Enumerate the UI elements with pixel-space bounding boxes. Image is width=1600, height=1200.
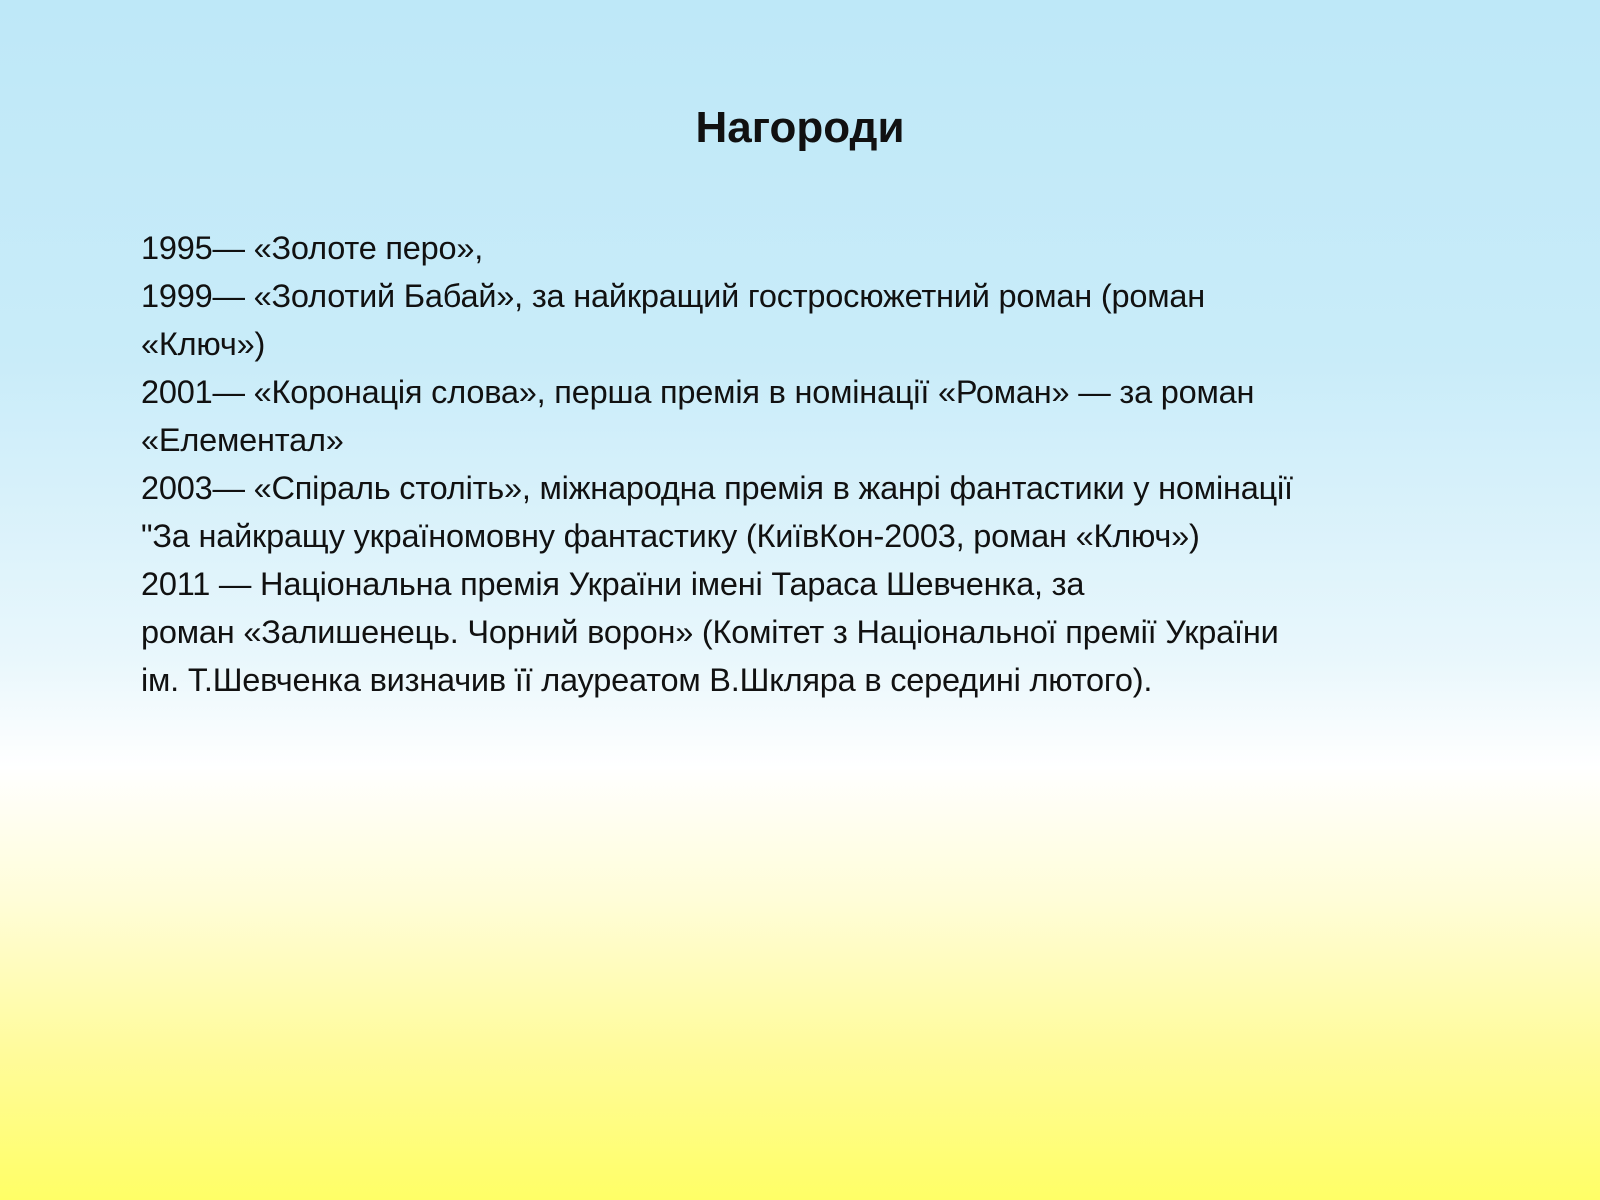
- award-line: ім. Т.Шевченка визначив її лауреатом В.Шкляра в середині лютого).: [141, 662, 1153, 698]
- award-line: 2011 — Національна премія України імені Тараса Шевченка, за: [141, 566, 1085, 602]
- award-line: 2001— «Коронація слова», перша премія в номінації «Роман» — за роман: [141, 374, 1255, 410]
- award-line: «Елементал»: [141, 422, 344, 458]
- award-line: "За найкращу україномовну фантастику (КиївКон-2003, роман «Ключ»): [141, 518, 1200, 554]
- award-line: 1999— «Золотий Бабай», за найкращий гостросюжетний роман (роман: [141, 278, 1206, 314]
- award-line: 2003— «Спіраль століть», міжнародна премія в жанрі фантастики у номінації: [141, 470, 1293, 506]
- awards-list: [141, 224, 1461, 704]
- award-line: 1995— «Золоте перо»,: [141, 230, 484, 266]
- award-line: роман «Залишенець. Чорний ворон» (Комітет з Національної премії України: [141, 614, 1279, 650]
- award-line: «Ключ»): [141, 326, 266, 362]
- slide-title: Нагороди: [695, 103, 905, 152]
